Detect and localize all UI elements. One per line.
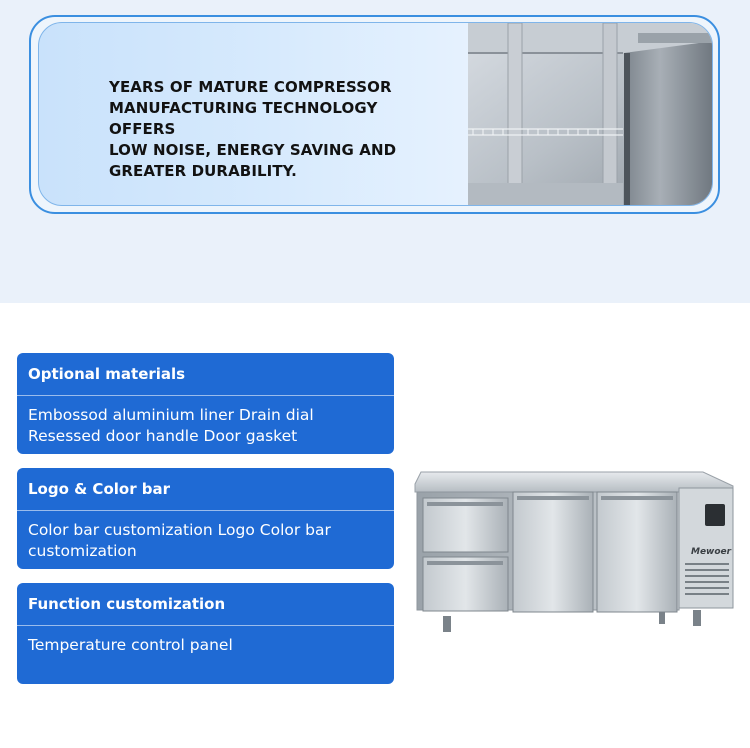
undercounter-refrigerator-image	[407, 466, 737, 636]
feature-line: customization	[28, 542, 137, 560]
hero-headline	[109, 77, 449, 182]
hero-line: MANUFACTURING TECHNOLOGY OFFERS	[109, 99, 378, 138]
divider	[17, 395, 394, 396]
feature-line: Color bar customization Logo Color bar	[28, 521, 331, 539]
feature-title: Function customization	[28, 595, 226, 613]
feature-description	[28, 635, 383, 656]
divider	[17, 510, 394, 511]
feature-line: Resessed door handle Door gasket	[28, 427, 298, 445]
feature-description	[28, 405, 383, 447]
fridge-interior-photo	[468, 23, 713, 206]
feature-title: Logo & Color bar	[28, 480, 171, 498]
hero-line: YEARS OF MATURE COMPRESSOR	[109, 78, 392, 96]
feature-title: Optional materials	[28, 365, 186, 383]
feature-card-optional-materials	[17, 353, 394, 454]
hero-line: LOW NOISE, ENERGY SAVING AND	[109, 141, 397, 159]
feature-card-logo-color-bar	[17, 468, 394, 569]
feature-line: Temperature control panel	[28, 636, 233, 654]
feature-card-function-customization	[17, 583, 394, 684]
feature-line: Embossod aluminium liner Drain dial	[28, 406, 314, 424]
divider	[17, 625, 394, 626]
brand-logo-text: Mewoer	[691, 547, 732, 557]
hero-card	[38, 22, 713, 206]
feature-description	[28, 520, 383, 562]
hero-line: GREATER DURABILITY.	[109, 162, 297, 180]
